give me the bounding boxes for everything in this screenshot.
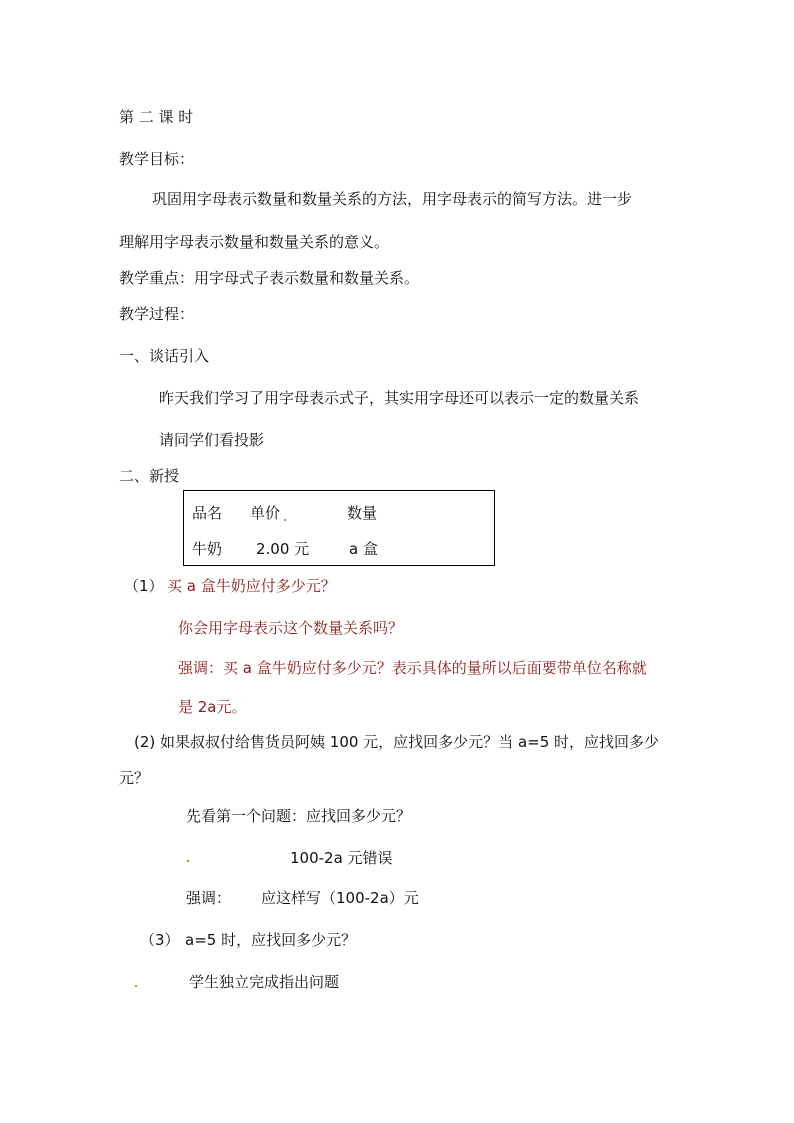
goal-heading: 教学目标： (119, 150, 195, 168)
question-1-ask: 你会用字母表示这个数量关系吗？ (178, 619, 404, 637)
question-3-student: 学生独立完成指出问题 (189, 973, 340, 991)
key-point: 教学重点：用字母式子表示数量和数量关系。 (119, 269, 420, 287)
question-1-text: 买 a 盒牛奶应付多少元？ (167, 577, 336, 595)
question-2-first: 先看第一个问题：应找回多少元？ (186, 807, 412, 825)
stray-mark (187, 860, 189, 862)
table-header-price: 单价 (250, 504, 281, 522)
section-2-heading: 二、新授 (119, 467, 180, 485)
table-header-quantity: 数量 (347, 504, 378, 522)
intro-line-1: 昨天我们学习了用字母表示式子，其实用字母还可以表示一定的数量关系 (159, 389, 640, 407)
question-2-emphasis-label: 强调： (186, 889, 232, 907)
section-1-heading: 一、谈话引入 (119, 347, 210, 365)
table-cell-quantity: a 盒 (349, 540, 378, 558)
stray-mark (135, 985, 137, 987)
question-2-wrong: 100-2a 元错误 (290, 849, 393, 867)
table-cell-name: 牛奶 (192, 540, 223, 558)
price-table (183, 490, 495, 566)
goal-line-2: 理解用字母表示数量和数量关系的意义。 (119, 233, 390, 251)
question-2-line-1: (2) 如果叔叔付给售货员阿姨 100 元，应找回多少元？当 a=5 时，应找回多少 (134, 733, 660, 751)
question-1-emphasis-line-1: 强调：买 a 盒牛奶应付多少元？表示具体的量所以后面要带单位名称就 (178, 659, 647, 677)
process-heading: 教学过程： (119, 305, 195, 323)
lesson-title: 第 二 课 时 (119, 108, 194, 126)
question-1-number: （1） (124, 577, 164, 595)
goal-line-1: 巩固用字母表示数量和数量关系的方法，用字母表示的简写方法。进一步 (152, 190, 633, 208)
intro-line-2: 请同学们看投影 (159, 431, 265, 449)
table-header-name: 品名 (192, 504, 223, 522)
stray-mark (284, 519, 286, 521)
table-cell-price: 2.00 元 (256, 540, 310, 558)
question-3-number: （3） (140, 931, 180, 949)
question-2-emphasis-text: 应这样写（100-2a）元 (261, 889, 419, 907)
question-2-line-2: 元？ (119, 769, 150, 787)
question-3-text: a=5 时，应找回多少元？ (185, 931, 357, 949)
question-1-emphasis-line-2: 是 2a元。 (178, 698, 247, 716)
